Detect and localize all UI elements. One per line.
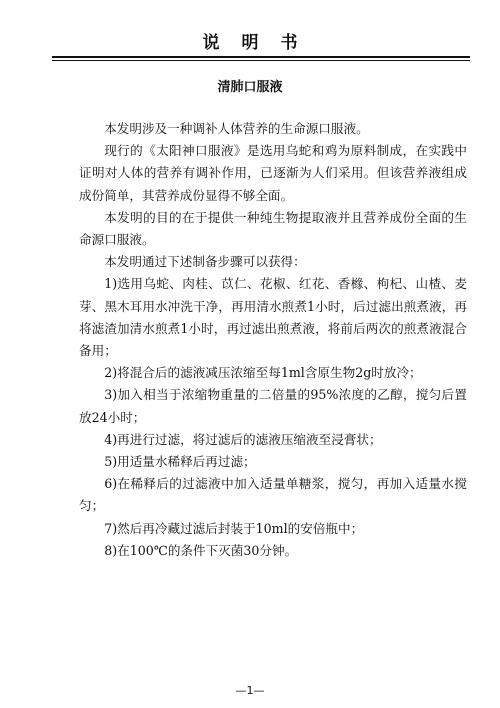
- step-item-6: 6)在稀释后的过滤液中加入适量单糖浆，搅匀，再加入适量水搅匀；: [79, 476, 467, 514]
- step-item-3: 3)加入相当于浓缩物重量的二倍量的95%浓度的乙醇，搅匀后置放24小时；: [79, 387, 467, 425]
- header-rule-thick: [52, 56, 470, 58]
- paragraph-intro: 本发明涉及一种调补人体营养的生命源口服液。: [104, 121, 369, 136]
- step-item-1: 1)选用乌蛇、肉桂、苡仁、花椒、红花、香橼、枸杞、山楂、麦芽、黑木耳用水冲洗干净，再用清水煎煮1小时，后过滤出煎煮液，再将滤渣加清水煎煮1小时，再过滤出煎煮液，将前后两次的煎煮液混合备用；: [79, 276, 467, 359]
- step-item-7: 7)然后再冷藏过滤后封装于10ml的安倍瓶中；: [104, 520, 364, 536]
- paragraph-steps-intro: 本发明通过下述制备步骤可以获得：: [104, 254, 306, 270]
- step-item-8: 8)在100℃的条件下灭菌30分钟。: [104, 542, 298, 558]
- document-subtitle: 清肺口服液: [217, 80, 283, 95]
- page-number: —1—: [235, 684, 265, 697]
- header-rule-thin: [52, 60, 470, 61]
- document-body: [79, 118, 467, 562]
- paragraph-purpose: 本发明的目的在于提供一种纯生物提取液并且营养成份全面的生命源口服液。: [79, 209, 467, 248]
- step-item-2: 2)将混合后的滤液减压浓缩至每1ml含原生物2g时放冷；: [104, 365, 422, 381]
- paragraph-background: 现行的《太阳神口服液》是选用乌蛇和鸡为原料制成，在实践中证明对人体的营养有调补作用，已逐渐为人们采用。但该营养液组成成份简单，其营养成份显得不够全面。: [79, 143, 467, 203]
- step-item-4: 4)再进行过滤，将过滤后的滤液压缩液至浸膏状；: [104, 431, 382, 447]
- page-title: 说明书: [202, 33, 320, 53]
- step-item-5: 5)用适量水稀释后再过滤；: [104, 454, 256, 470]
